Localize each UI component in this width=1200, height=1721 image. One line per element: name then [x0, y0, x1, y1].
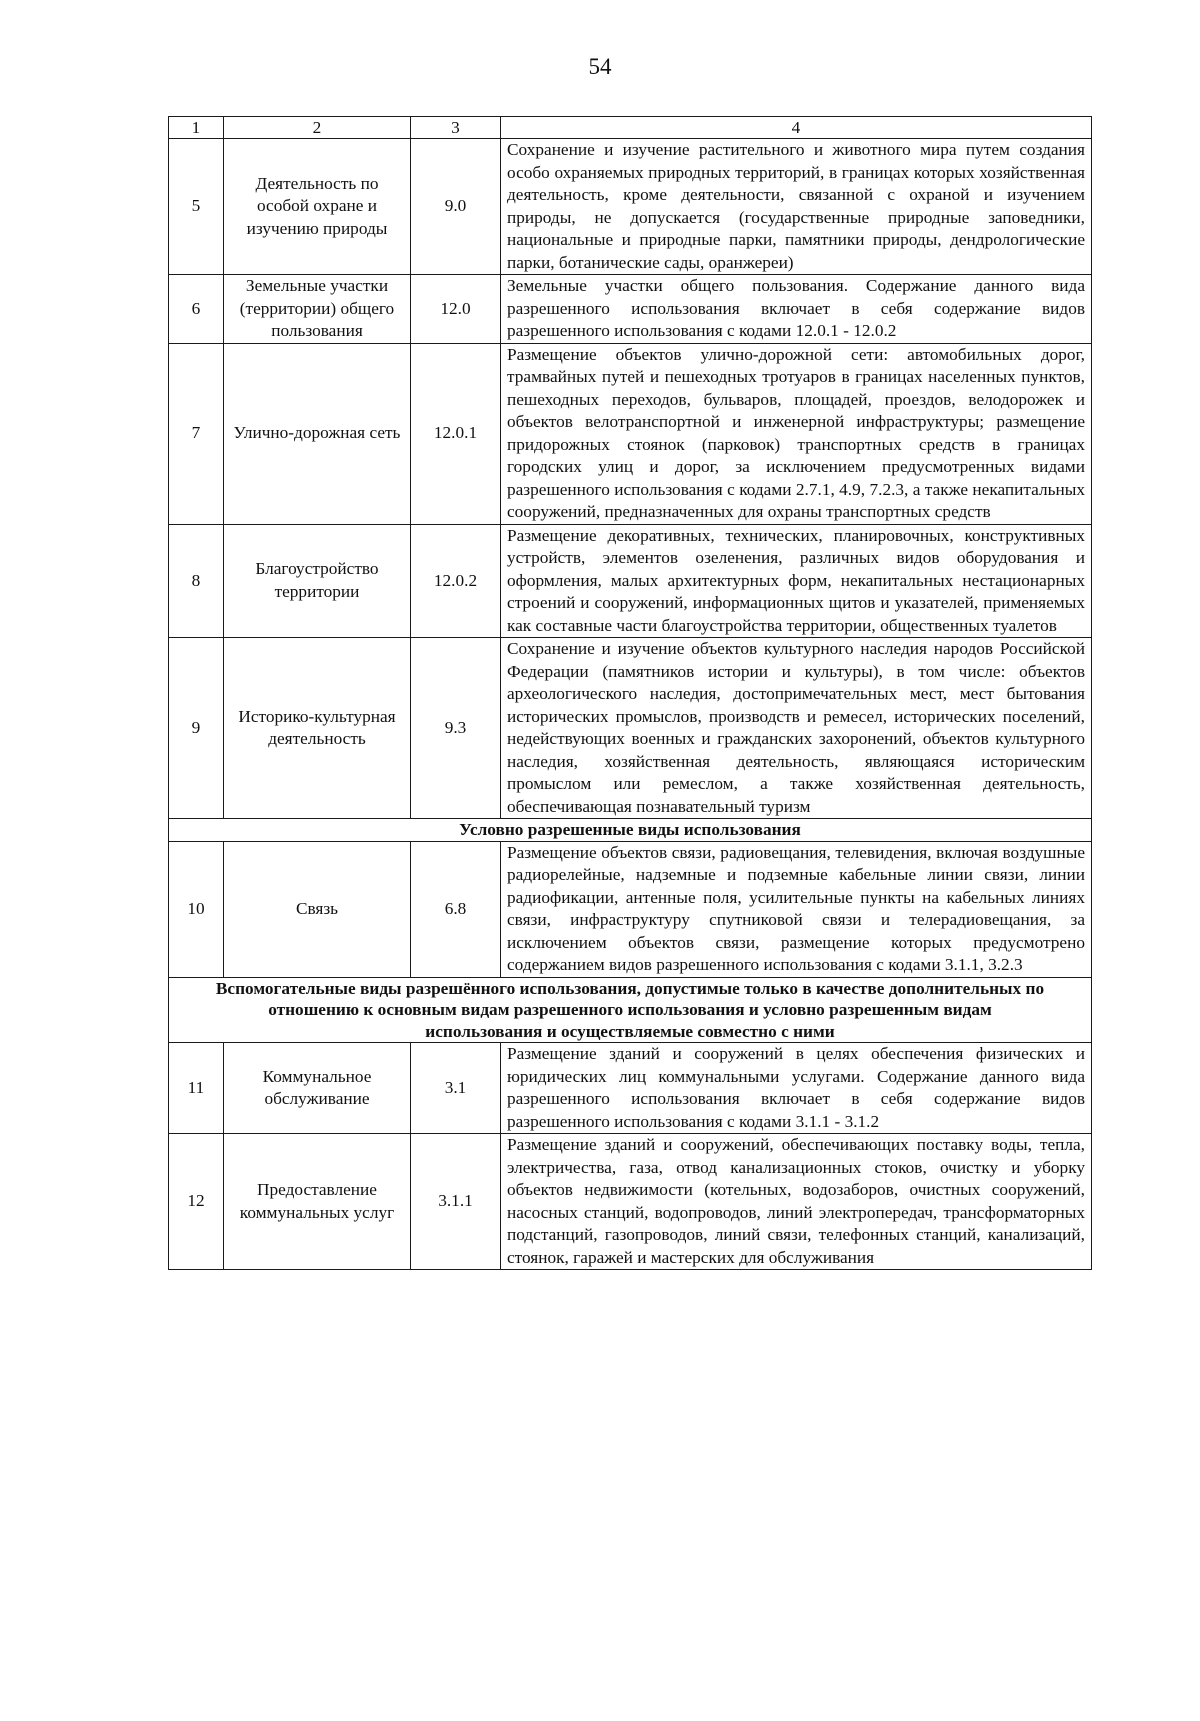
row-number: 6 — [169, 275, 224, 344]
table-row — [169, 1043, 1092, 1134]
table-row — [169, 841, 1092, 977]
table-row — [169, 343, 1092, 524]
use-type-code: 9.3 — [411, 638, 501, 819]
use-type-code: 3.1 — [411, 1043, 501, 1134]
header-col-2: 2 — [224, 117, 411, 139]
use-type-description: Размещение объектов связи, радиовещания, телевидения, включая воздушные радиорелейные, надземные и подземные кабельные линии связи, линии радиофикации, антенные поля, усилительные пункты на кабельных линиях связи, инфраструктуру спутниковой связи и телерадиовещания, за исключением объектов связи, размещение которых предусмотрено содержанием видов разрешенного использования с кодами 3.1.1, 3.2.3 — [501, 841, 1092, 977]
auxiliary-uses-heading: Вспомогательные виды разрешённого использования, допустимые только в качестве дополнительных по отношению к основным видам разрешенного использования и условно разрешенным видам использования и осуществляемые совместно с ними — [169, 977, 1092, 1043]
table-header-row — [169, 117, 1092, 139]
use-type-description: Размещение зданий и сооружений в целях обеспечения физических и юридических лиц коммунальными услугами. Содержание данного вида разрешенного использования включает в себя содержание видов разрешенного использования с кодами 3.1.1 - 3.1.2 — [501, 1043, 1092, 1134]
use-type-code: 12.0.1 — [411, 343, 501, 524]
use-type-name: Предоставление коммунальных услуг — [224, 1134, 411, 1270]
use-type-description: Размещение объектов улично-дорожной сети: автомобильных дорог, трамвайных путей и пешеходных тротуаров в границах населенных пунктов, пешеходных переходов, бульваров, площадей, проездов, велодорожек и объектов велотранспортной и инженерной инфраструктуры; размещение придорожных стоянок (парковок) транспортных средств в границах городских улиц и дорог, за исключением предусмотренных видами разрешенного использования с кодами 2.7.1, 4.9, 7.2.3, а также некапитальных сооружений, предназначенных для охраны транспортных средств — [501, 343, 1092, 524]
use-type-name: Историко-культурная деятельность — [224, 638, 411, 819]
table-row — [169, 638, 1092, 819]
table-row — [169, 275, 1092, 344]
use-type-code: 6.8 — [411, 841, 501, 977]
land-use-table — [168, 116, 1092, 1270]
section-heading-row — [169, 977, 1092, 1043]
row-number: 7 — [169, 343, 224, 524]
conditional-uses-heading: Условно разрешенные виды использования — [169, 819, 1092, 842]
use-type-description: Сохранение и изучение растительного и животного мира путем создания особо охраняемых природных территорий, в границах которых хозяйственная деятельность, кроме деятельности, связанной с охраной и изучением природы, не допускается (государственные природные заповедники, национальные и природные парки, памятники природы, дендрологические парки, ботанические сады, оранжереи) — [501, 139, 1092, 275]
row-number: 12 — [169, 1134, 224, 1270]
use-type-name: Связь — [224, 841, 411, 977]
use-type-description: Сохранение и изучение объектов культурного наследия народов Российской Федерации (памятников истории и культуры), в том числе: объектов археологического наследия, достопримечательных мест, мест бытования исторических промыслов, производств и ремесел, исторических поселений, недействующих военных и гражданских захоронений, объектов культурного наследия, хозяйственная деятельность, являющаяся историческим промыслом или ремеслом, а также хозяйственная деятельность, обеспечивающая познавательный туризм — [501, 638, 1092, 819]
section-heading-row — [169, 819, 1092, 842]
use-type-code: 12.0 — [411, 275, 501, 344]
use-type-name: Земельные участки (территории) общего пользования — [224, 275, 411, 344]
row-number: 10 — [169, 841, 224, 977]
use-type-code: 9.0 — [411, 139, 501, 275]
use-type-name: Коммунальное обслуживание — [224, 1043, 411, 1134]
row-number: 11 — [169, 1043, 224, 1134]
use-type-code: 3.1.1 — [411, 1134, 501, 1270]
use-type-description: Земельные участки общего пользования. Содержание данного вида разрешенного использования включает в себя содержание видов разрешенного использования с кодами 12.0.1 - 12.0.2 — [501, 275, 1092, 344]
page-number: 54 — [588, 54, 612, 79]
use-type-description: Размещение декоративных, технических, планировочных, конструктивных устройств, элементов озеленения, различных видов оборудования и оформления, малых архитектурных форм, некапитальных нестационарных строений и сооружений, информационных щитов и указателей, применяемых как составные части благоустройства территории, общественных туалетов — [501, 524, 1092, 638]
header-col-3: 3 — [411, 117, 501, 139]
header-col-4: 4 — [501, 117, 1092, 139]
table-row — [169, 524, 1092, 638]
header-col-1: 1 — [169, 117, 224, 139]
table-row — [169, 139, 1092, 275]
use-type-name: Деятельность по особой охране и изучению природы — [224, 139, 411, 275]
use-type-name: Благоустройство территории — [224, 524, 411, 638]
table-row — [169, 1134, 1092, 1270]
use-type-name: Улично-дорожная сеть — [224, 343, 411, 524]
use-type-description: Размещение зданий и сооружений, обеспечивающих поставку воды, тепла, электричества, газа, отвод канализационных стоков, очистку и уборку объектов недвижимости (котельных, водозаборов, очистных сооружений, насосных станций, водопроводов, линий электропередач, трансформаторных подстанций, газопроводов, линий связи, телефонных станций, канализаций, стоянок, гаражей и мастерских для обслуживания — [501, 1134, 1092, 1270]
use-type-code: 12.0.2 — [411, 524, 501, 638]
row-number: 8 — [169, 524, 224, 638]
row-number: 5 — [169, 139, 224, 275]
row-number: 9 — [169, 638, 224, 819]
